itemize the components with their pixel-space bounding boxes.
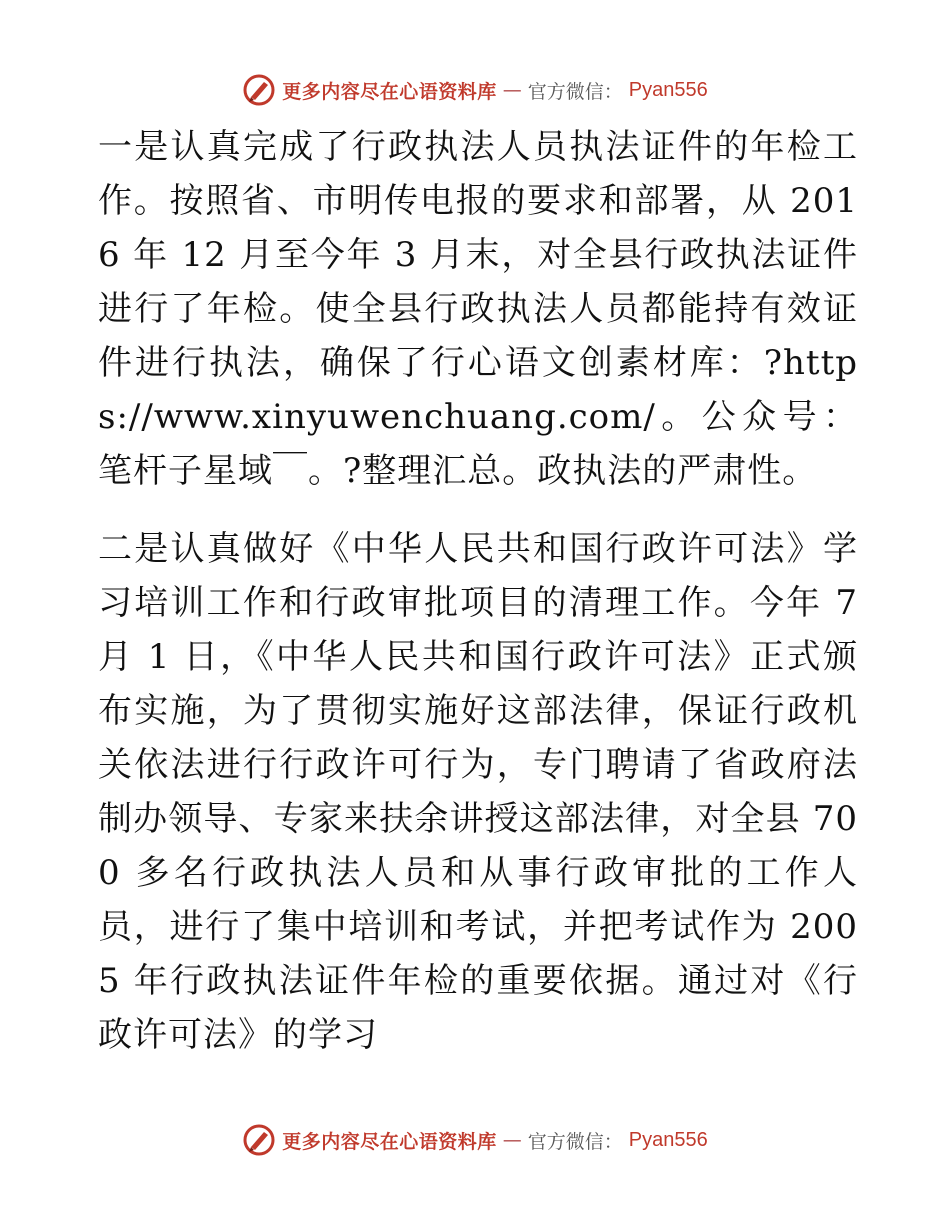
paragraph-2: 二是认真做好《中华人民共和国行政许可法》学习培训工作和行政审批项目的清理工作。今年 7 月 1 日，《中华人民共和国行政许可法》正式颁布实施，为了贯彻实施好这部法律，保证行政机关依法进行行政许可行为，专门聘请了省政府法制办领导、专家来扶余讲授这部法律，对全县 700 多名行政执法人员和从事行政审批的工作人员，进行了集中培训和考试，并把考试作为 2005 年行政执法证件年检的重要依据。通过对《行政许可法》的学习 — [98, 529, 858, 1055]
pen-logo-icon — [242, 73, 276, 107]
footer-banner-wechat-label: 官方微信： — [527, 1130, 623, 1153]
footer-banner — [242, 1123, 708, 1157]
page-footer — [0, 1120, 950, 1160]
header-banner — [242, 73, 708, 107]
pen-logo-icon — [242, 1123, 276, 1157]
footer-banner-separator: — — [502, 1129, 522, 1151]
footer-banner-wechat-id: Pyan556 — [628, 1128, 708, 1151]
header-banner-title: 更多内容尽在心语资料库 — [282, 80, 497, 103]
paragraph-1: 一是认真完成了行政执法人员执法证件的年检工作。按照省、市明传电报的要求和部署，从 2016 年 12 月至今年 3 月末，对全县行政执法证件进行了年检。使全县行政执法人员都能持有效证件进行执法，确保了行心语文创素材库：?https://www.xinyuwenchuang.com/。公众号：笔杆子星域￣。?整理汇总。政执法的严肃性。 — [98, 127, 858, 491]
header-banner-wechat-id: Pyan556 — [628, 78, 708, 101]
header-banner-wechat-label: 官方微信： — [527, 80, 623, 103]
page-header — [0, 70, 950, 110]
document-body — [98, 120, 858, 1062]
footer-banner-title: 更多内容尽在心语资料库 — [282, 1130, 497, 1153]
header-banner-separator: — — [502, 79, 522, 101]
